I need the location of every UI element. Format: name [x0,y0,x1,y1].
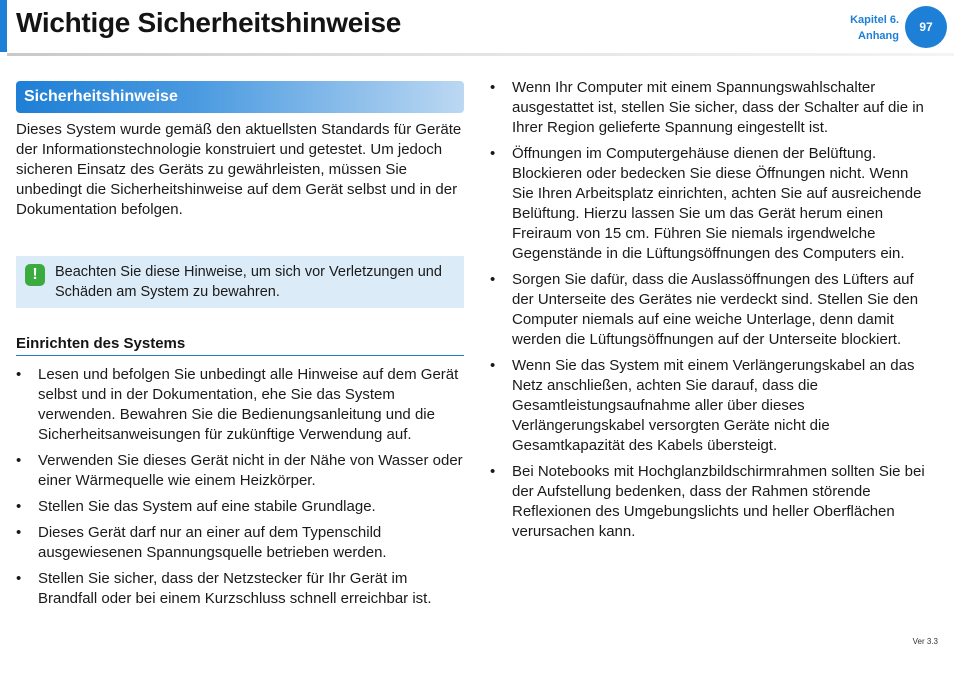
version-label: Ver 3.3 [912,637,938,646]
setup-list [16,365,464,609]
bullet-icon: • [16,570,22,587]
bullet-icon: • [490,145,496,162]
list-item: • Dieses Gerät darf nur an einer auf dem Typenschild ausgewiesenen Spannungsquelle betrieben werden. [16,524,387,561]
right-column [490,78,930,548]
chapter-line-1: Kapitel 6. [850,14,899,26]
page-title: Wichtige Sicherheitshinweise [16,7,402,38]
bullet-icon: • [490,357,496,374]
list-item: • Wenn Sie das System mit einem Verlängerungskabel an das Netz anschließen, achten Sie darauf, dass die Gesamtleistungsaufnahme aller über dieses Verlängerungskabel versorgten Geräte nicht die Gesamtkapazität des Kabels übersteigt. [490,357,915,454]
chapter-label[interactable] [850,12,899,44]
list-item: • Bei Notebooks mit Hochglanzbildschirmrahmen sollten Sie bei der Aufstellung bedenken, dass der Rahmen störende Reflexionen des Umgebungslichts und heller Oberflächen verursachen kann. [490,463,925,540]
bullet-icon: • [16,498,22,515]
setup-heading: Einrichten des Systems [16,335,464,356]
bullet-icon: • [490,271,496,288]
list-item: • Wenn Ihr Computer mit einem Spannungswahlschalter ausgestattet ist, stellen Sie sicher, dass der Schalter auf die in Ihrer Region gelieferte Spannung eingestellt ist. [490,79,924,136]
bullet-icon: • [16,366,22,383]
page-number-badge: 97 [905,6,947,48]
list-item: • Verwenden Sie dieses Gerät nicht in der Nähe von Wasser oder einer Wärmequelle wie einem Heizkörper. [16,452,463,489]
intro-paragraph: Dieses System wurde gemäß den aktuellsten Standards für Geräte der Informationstechnologie konstruiert und getestet. Um jedoch sicheren Einsatz des Geräts zu gewährleisten, müssen Sie unbedingt die Sicherheitshinweise auf dem Gerät selbst und in der Dokumentation befolgen. [16,121,462,218]
list-item: • Öffnungen im Computergehäuse dienen der Belüftung. Blockieren oder bedecken Sie diese Öffnungen nicht. Wenn Sie Ihren Arbeitsplatz einrichten, achten Sie auf ausreichende Belüftung. Hierzu lassen Sie um das Gerät herum einen Freiraum von 15 cm. Führen Sie niemals irgendwelche Gegenstände in die Lüftungsöffnungen des Computers ein. [490,145,922,262]
bullet-icon: • [16,524,22,541]
bullet-icon: • [490,79,496,96]
left-column [16,81,464,615]
bullet-icon: • [490,463,496,480]
bullet-icon: • [16,452,22,469]
list-item: • Sorgen Sie dafür, dass die Auslassöffnungen des Lüfters auf der Unterseite des Gerätes nie verdeckt sind. Stellen Sie den Computer niemals auf eine weiche Unterlage, denn damit werden die Lüftungsöffnungen auf der Unterseite blockiert. [490,271,919,348]
header-accent-bar [0,0,7,52]
header-divider [7,53,954,56]
list-item: • Stellen Sie sicher, dass der Netzstecker für Ihr Gerät im Brandfall oder bei einem Kurzschluss schnell erreichbar ist. [16,570,432,607]
exclamation-icon: ! [25,264,45,286]
list-item: • Lesen und befolgen Sie unbedingt alle Hinweise auf dem Gerät selbst und in der Dokumentation, ehe Sie das System verwenden. Bewahren Sie die Bedienungsanleitung und die Sicherheitsanweisungen für zukünftige Verwendung auf. [16,366,459,443]
caution-note-text: Beachten Sie diese Hinweise, um sich vor Verletzungen und Schäden am System zu bewahren. [55,264,442,300]
chapter-line-2: Anhang [858,30,899,42]
caution-note [16,256,464,308]
list-item: • Stellen Sie das System auf eine stabile Grundlage. [16,498,376,515]
section-heading: Sicherheitshinweise [16,81,464,113]
safety-list [490,78,930,542]
